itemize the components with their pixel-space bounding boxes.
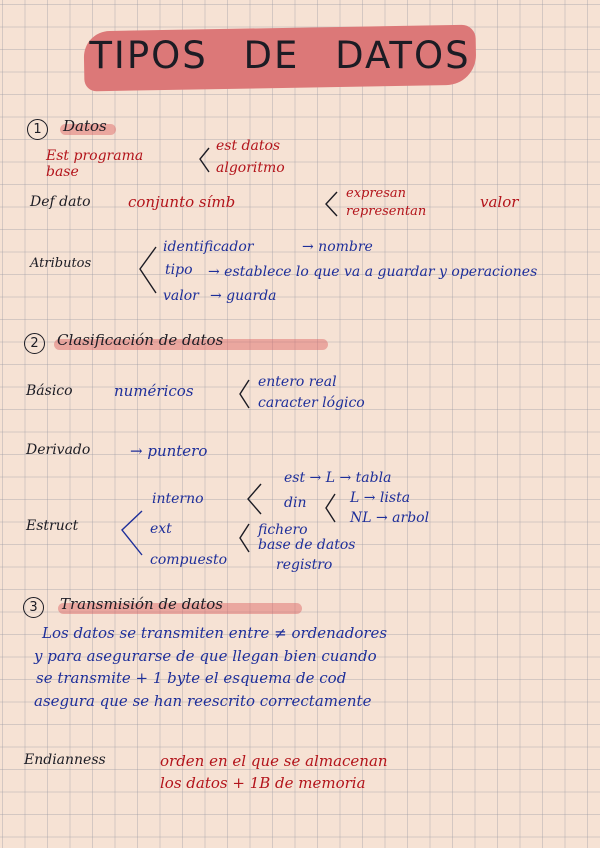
estruct-label: Estruct (26, 518, 79, 534)
basico-label: Básico (26, 383, 73, 399)
def-label: Def dato (30, 194, 91, 210)
atributo-term-3: valor (163, 288, 199, 304)
programa-item-1: est datos (216, 138, 281, 154)
programa-label: Est programa base (46, 148, 144, 180)
interno-din: din (284, 495, 307, 511)
section-3-heading: Transmisión de datos (60, 595, 224, 613)
endianness-line-1: orden en el que se almacenan (160, 752, 388, 770)
derivado-label: Derivado (26, 442, 91, 458)
compuesto-label: compuesto (150, 552, 228, 568)
interno-brace (244, 482, 264, 516)
ext-item-2: base de datos (258, 537, 356, 553)
basico-item-1: entero real (258, 374, 337, 390)
transmision-line-4: asegura que se han reescrito correctamente (34, 692, 372, 710)
transmision-line-2: y para asegurarse de que llegan bien cuando (34, 647, 377, 665)
interno-label: interno (152, 491, 204, 507)
section-1-number: 1 (27, 119, 48, 140)
section-2-number: 2 (24, 333, 45, 354)
def-text: conjunto símb (128, 193, 236, 211)
atributo-desc-3: → guarda (210, 288, 277, 304)
endianness-label: Endianness (24, 752, 106, 768)
section-3-number: 3 (23, 597, 44, 618)
derivado-term: → puntero (130, 442, 208, 460)
def-brace (322, 190, 340, 218)
ext-brace (236, 522, 252, 554)
endianness-line-2: los datos + 1B de memoria (160, 774, 366, 792)
atributos-brace (134, 244, 160, 296)
atributo-desc-2: → establece lo que va a guardar y operaciones (208, 264, 538, 280)
atributo-term-1: identificador (163, 239, 254, 255)
def-result: valor (480, 193, 519, 211)
atributo-desc-1: → nombre (302, 239, 373, 255)
estruct-brace (116, 508, 146, 558)
din-item-2: NL → arbol (350, 510, 430, 526)
din-brace (322, 492, 338, 524)
atributo-term-2: tipo (165, 262, 193, 278)
interno-est: est → L → tabla (284, 470, 392, 486)
ext-label: ext (150, 521, 172, 537)
page-title: TIPOS DE DATOS (89, 34, 471, 77)
section-1-heading: Datos (63, 117, 107, 135)
section-2-heading: Clasificación de datos (57, 331, 224, 349)
basico-brace (236, 378, 252, 410)
ext-item-1: fichero (258, 522, 308, 538)
transmision-line-1: Los datos se transmiten entre ≠ ordenadores (42, 624, 388, 642)
basico-item-2: caracter lógico (258, 395, 365, 411)
def-option-2: representan (346, 204, 427, 219)
atributos-label: Atributos (30, 256, 92, 271)
def-option-1: expresan (346, 186, 407, 201)
basico-term: numéricos (114, 382, 194, 400)
din-item-1: L → lista (350, 490, 411, 506)
transmision-line-3: se transmite + 1 byte el esquema de cod (36, 669, 347, 687)
programa-brace (196, 146, 212, 174)
programa-item-2: algoritmo (216, 160, 285, 176)
compuesto-desc: registro (276, 557, 333, 573)
